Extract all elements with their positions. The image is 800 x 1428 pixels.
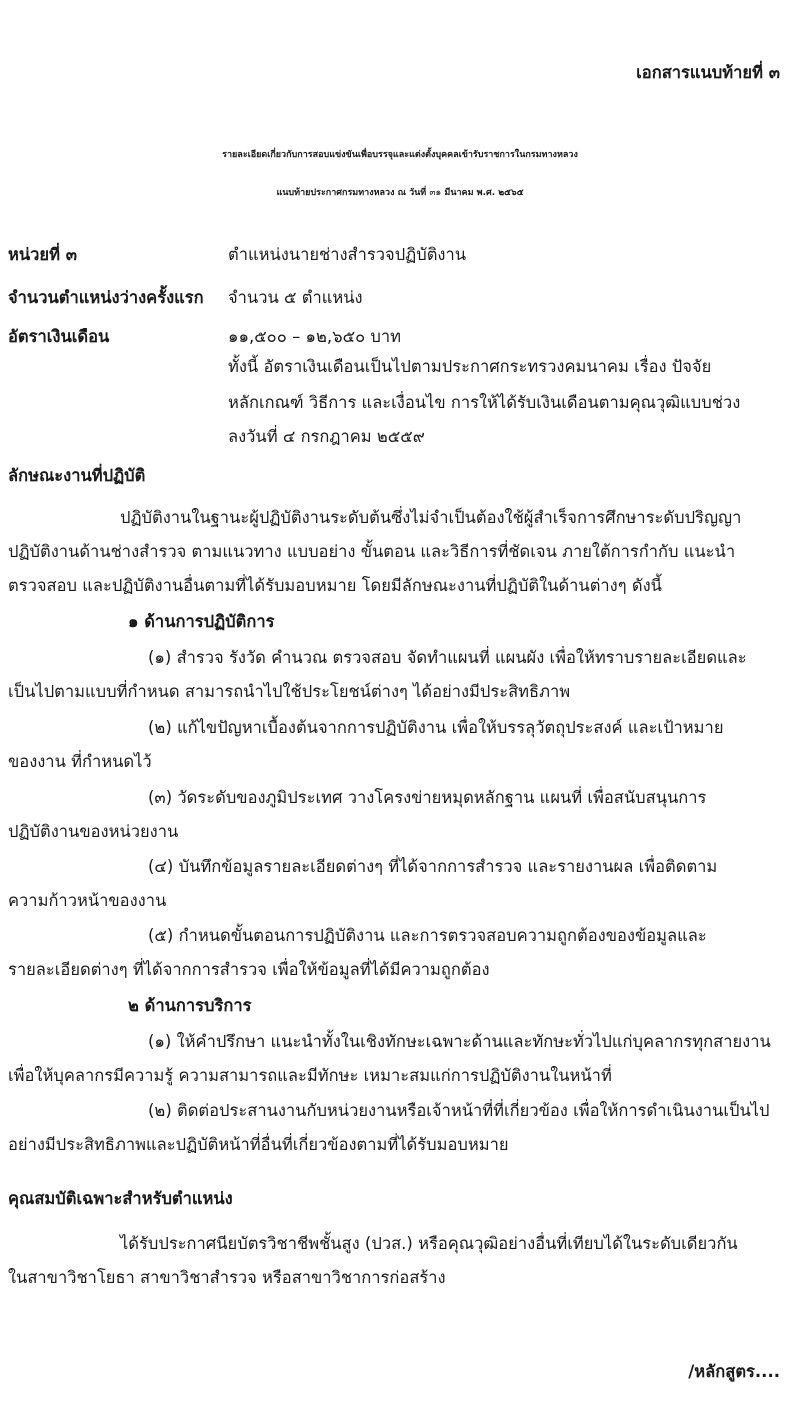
sub2-item-line: อย่างมีประสิทธิภาพและปฏิบัติหน้าที่อื่นที่เกี่ยวข้องตามที่ได้รับมอบหมาย <box>8 1135 509 1154</box>
sub1-item-line: ปฏิบัติงานของหน่วยงาน <box>8 822 179 841</box>
qualification-heading: คุณสมบัติเฉพาะสำหรับตำแหน่ง <box>8 1189 233 1208</box>
salary-value: ๑๑,๕๐๐ – ๑๒,๖๕๐ บาท <box>228 327 402 346</box>
sub1-item-line: ความก้าวหน้าของงาน <box>8 891 167 910</box>
title-prefix: แนบท้ายประกาศกรมทางหลวง ณ วันที่ <box>276 188 427 198</box>
sub2-heading: ๒ ด้านการบริการ <box>128 996 252 1015</box>
job-intro-line: ตรวจสอบ และปฏิบัติงานอื่นตามที่ได้รับมอบหมาย โดยมีลักษณะงานที่ปฏิบัติในด้านต่างๆ ดังนี้ <box>8 576 662 595</box>
unit-label: หน่วยที่ ๓ <box>8 245 77 264</box>
title-line-2 <box>0 183 800 203</box>
sub1-item-line: (๒) แก้ไขปัญหาเบื้องต้นจากการปฏิบัติงาน เพื่อให้บรรลุวัตถุประสงค์ และเป้าหมาย <box>148 718 724 737</box>
title-line-1: รายละเอียดเกี่ยวกับการสอบแข่งขันเพื่อบรรจุและแต่งตั้งบุคคลเข้ารับราชการในกรมทางหลวง <box>222 150 578 160</box>
sub1-item-line: (๕) กำหนดขั้นตอนการปฏิบัติงาน และการตรวจสอบความถูกต้องของข้อมูลและ <box>148 926 707 945</box>
title-day: ๓๑ <box>429 188 442 198</box>
salary-note-line: ลงวันที่ ๔ กรกฎาคม ๒๕๕๙ <box>228 427 425 446</box>
sub1-item-line: (๓) วัดระดับของภูมิประเทศ วางโครงข่ายหมุดหลักฐาน แผนที่ เพื่อสนับสนุนการ <box>148 788 707 807</box>
sub1-item-line: (๔) บันทึกข้อมูลรายละเอียดต่างๆ ที่ได้จากการสำรวจ และรายงานผล เพื่อติดตาม <box>148 857 718 876</box>
unit-value: ตำแหน่งนายช่างสำรวจปฏิบัติงาน <box>228 245 467 264</box>
continuation-marker: /หลักสูตร.... <box>688 1362 780 1381</box>
sub1-heading: ๑ ด้านการปฏิบัติการ <box>128 612 275 631</box>
sub2-item-line: (๒) ติดต่อประสานงานกับหน่วยงานหรือเจ้าหน้าที่ที่เกี่ยวข้อง เพื่อให้การดำเนินงานเป็นไป <box>148 1101 770 1120</box>
sub1-item-line: ของงาน ที่กำหนดไว้ <box>8 752 152 771</box>
sub2-item-line: (๑) ให้คำปรึกษา แนะนำทั้งในเชิงทักษะเฉพาะด้านและทักษะทั่วไปแก่บุคลากรทุกสายงาน <box>148 1032 771 1051</box>
title-suffix: มีนาคม พ.ศ. ๒๕๖๕ <box>444 188 524 198</box>
qualification-line: ในสาขาวิชาโยธา สาขาวิชาสำรวจ หรือสาขาวิชาการก่อสร้าง <box>8 1268 446 1287</box>
sub2-item-line: เพื่อให้บุคลากรมีความรู้ ความสามารถและมีทักษะ เหมาะสมแก่การปฏิบัติงานในหน้าที่ <box>8 1066 612 1085</box>
job-section-heading: ลักษณะงานที่ปฏิบัติ <box>8 466 146 485</box>
salary-note-line: หลักเกณฑ์ วิธีการ และเงื่อนไข การให้ได้รับเงินเดือนตามคุณวุฒิแบบช่วง <box>228 393 741 412</box>
qualification-line: ได้รับประกาศนียบัตรวิชาชีพชั้นสูง (ปวส.) หรือคุณวุฒิอย่างอื่นที่เทียบได้ในระดับเดียวกัน <box>120 1234 738 1253</box>
job-intro-line: ปฏิบัติงานในฐานะผู้ปฏิบัติงานระดับต้นซึ่งไม่จำเป็นต้องใช้ผู้สำเร็จการศึกษาระดับปริญญา <box>120 508 742 527</box>
sub1-item-line: เป็นไปตามแบบที่กำหนด สามารถนำไปใช้ประโยชน์ต่างๆ ได้อย่างมีประสิทธิภาพ <box>8 682 571 701</box>
salary-note-line: ทั้งนี้ อัตราเงินเดือนเป็นไปตามประกาศกระทรวงคมนาคม เรื่อง ปัจจัย <box>228 357 712 376</box>
attachment-label: เอกสารแนบท้ายที่ ๓ <box>636 63 780 82</box>
job-intro-line: ปฏิบัติงานด้านช่างสำรวจ ตามแนวทาง แบบอย่าง ขั้นตอน และวิธีการที่ชัดเจน ภายใต้การกำกับ แนะนำ <box>8 542 736 561</box>
vacancy-value: จำนวน ๕ ตำแหน่ง <box>228 288 363 307</box>
sub1-item-line: รายละเอียดต่างๆ ที่ได้จากการสำรวจ เพื่อให้ข้อมูลที่ได้มีความถูกต้อง <box>8 960 490 979</box>
vacancy-label: จำนวนตำแหน่งว่างครั้งแรก <box>8 288 204 307</box>
salary-label: อัตราเงินเดือน <box>8 327 110 346</box>
sub1-item-line: (๑) สำรวจ รังวัด คำนวณ ตรวจสอบ จัดทำแผนที่ แผนผัง เพื่อให้ทราบรายละเอียดและ <box>148 648 747 667</box>
